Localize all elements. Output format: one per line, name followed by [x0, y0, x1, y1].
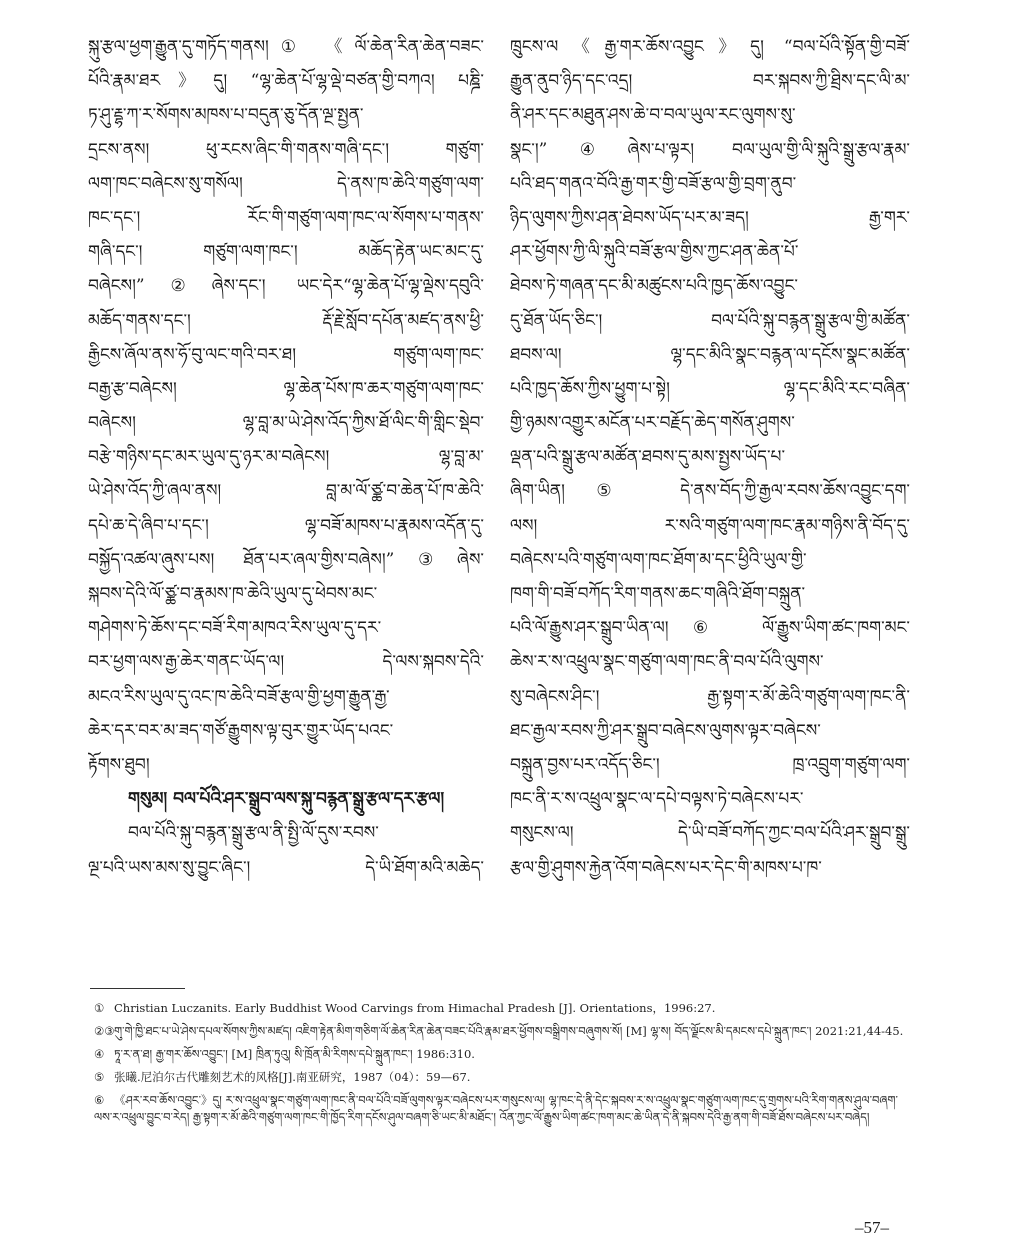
text-line: ཁྲུངས་ལ《རྒྱ་གར་ཆོས་འབྱུང》དུ། “བལ་པོའི་སྟོན་གྱི་བཟོ་	[510, 37, 910, 57]
text-line: ཐེབས་ཏེ་གཞན་དང་མི་མཚུངས་པའི་ཁྱད་ཆོས་འབྱུང་	[510, 276, 798, 297]
text-line: བར་ཕྱག་ལས་རྒྱ་ཆེར་གནང་ཡོད་ལ། དེ་ལས་སྐབས་དེའི་	[88, 652, 484, 673]
footnote	[94, 1092, 914, 1126]
text-line: ལས། ར་སའི་གཙུག་ལག་ཁང་རྣམ་གཉིས་ནི་བོད་དུ་	[510, 515, 910, 536]
text-line: བལ་པོའི་སྐུ་བརྙན་སྒྲུ་རྩལ་ནི་སྤྱི་ལོ་དུས་རབས་	[128, 823, 379, 844]
text-line: ཡེ་ཤེས་འོད་ཀྱི་ཞལ་ནས། བླ་མ་ལོ་ཙྪ་བ་ཆེན་པོ་ཁ་ཆེའི་	[88, 481, 484, 502]
footnote-mark: ①	[94, 1001, 105, 1015]
footnote-mark: ④	[94, 1047, 105, 1061]
footnote-mark: ⑤	[94, 1070, 105, 1084]
footnotes	[94, 1000, 914, 1132]
text-line: ལྡན་པའི་སྒྲུ་རྩལ་མཚོན་ཐབས་དུ་མས་སྤྱས་ཡོད་པ་	[510, 447, 786, 468]
text-line: རྟོགས་ཐུབ།	[88, 754, 150, 775]
text-line: ཆེས་ར་ས་འཕྲུལ་སྣང་གཙུག་ལག་ཁང་ནི་བལ་པོའི་ལུགས་	[510, 652, 824, 673]
footnote-text: 张曦.尼泊尔古代雕刻艺术的风格[J].南亚研究，1987（04）：59—67.	[114, 1070, 471, 1084]
footnote-text: 《ཤར་རབ་ཆོས་འབྱུང་》དུ། ར་ས་འཕྲུལ་སྣང་གཙུག་ལག་ཁང་ནི་བལ་པོའི་བཟོ་ལུགས་ལྟར་བཞེངས་པར་གསུངས་ལ། ལྷ་ཁང་དེ་ནི་དེང་སྐབས་ར་ས་འཕྲུལ་སྣང་གཙུག་ལག་ཁང་དུ་གྲགས་པའི་རིག་གནས་ཤུལ་བཞག་ལས་ར་འཕྲུལ་བྱུང་བ་རེད། རྒྱ་སྟག་ར་མོ་ཆེའི་གཙུག་ལག་ཁང་གི་ཁྱོད་རིག་དངོས་ཤུལ་བཞག་ཅི་ཡང་མི་མཐོང་། འོན་ཀྱང་ལོ་རྒྱུས་ཡིག་ཚང་ཁག་མང་ཆེ་ཡིན་དེ་ནི་སྐབས་དེའི་རྒྱ་ནག་གི་བཟོ་ཐོས་བཞེངས་པར་བཞེད།	[94, 1093, 898, 1124]
text-line: གྱི་ཉམས་འགྱུར་མངོན་པར་བརྗོད་ཆེད་གསོན་ཤུགས་	[510, 413, 795, 434]
text-line: བསྐྲུན་བྱས་པར་འདོད་ཅིང་། ཁྲ་འབྲུག་གཙུག་ལག་	[510, 754, 910, 775]
text-line: ཏ་ཤུ་རྡྷ་ཀ་ར་སོགས་མཁས་པ་བདུན་ཅུ་དོན་ལྔ་སྤྱན་	[88, 105, 364, 126]
page-number: –57–	[855, 1218, 889, 1237]
text-line: པའི་ཐད་གནའ་བོའི་རྒྱ་གར་གྱི་བཟོ་རྩལ་གྱི་བྲག་ནུབ་	[510, 173, 797, 194]
text-line: རྩལ་གྱི་ཤུགས་རྐྱེན་འོག་བཞེངས་པར་དེང་གི་མཁས་པ་ཁ་	[510, 857, 822, 878]
text-line: བཞེངས།”②ཞེས་དང་། ཡང་དེར“ལྷ་ཆེན་པོ་ལྷ་ལྡེས་དབུའི་	[88, 276, 484, 297]
text-line: ཞིག་ཡིན།⑤ དེ་ནས་བོད་ཀྱི་རྒྱལ་རབས་ཆོས་འབྱུང་དག་	[510, 481, 910, 502]
text-line: སྐུ་རྩལ་ཕྱག་རྒྱུན་དུ་གཏོད་གནས།① 《ལོ་ཆེན་རིན་ཆེན་བཟང་	[88, 37, 484, 57]
footnote-rule	[90, 988, 185, 989]
section-heading: གསུམ། བལ་པོའི་ཤར་སྒྲུབ་ལས་སྐུ་བརྙན་སྒྲུ་རྩལ་དར་རྩལ།	[128, 789, 445, 810]
text-line: ཁང་དང་། རོང་གི་གཙུག་ལག་ཁང་ལ་སོགས་པ་གནས་	[88, 207, 484, 228]
text-line: གཤེགས་ཏེ་ཆོས་དང་བཟོ་རིག་མཁའ་རིས་ཡུལ་དུ་དར་	[88, 618, 382, 639]
text-line: བརྒྱ་རྩ་བཞེངས། ལྷ་ཆེན་པོས་ཁ་ཆར་གཙུག་ལག་ཁང་	[88, 378, 484, 399]
text-line: ཐབས་ལ། ལྷ་དང་མིའི་སྣང་བརྙན་ལ་དངོས་སྣང་མཚོན་	[510, 344, 910, 365]
footnote-text: ཏཱ་ར་ན་ཐ། རྒྱ་གར་ཆོས་འབྱུང་། [M] ཁྲིན་ཏུའུ། སི་ཁྲོན་མི་རིགས་དཔེ་སྐྲུན་ཁང་། 1986:310.	[114, 1047, 475, 1061]
text-line: ལྔ་པའི་ཡས་མས་སུ་བྱུང་ཞིང་། དེ་ཡི་ཐོག་མའི་མཆེད་	[88, 857, 484, 878]
left-column	[88, 30, 484, 885]
footnote-mark: ②③	[94, 1024, 115, 1038]
text-line: ལག་ཁང་བཞེངས་སུ་གསོལ། དེ་ནས་ཁ་ཆེའི་གཙུག་ལག་	[88, 173, 484, 194]
text-line: དྲངས་ནས། ཕུ་རངས་ཞིང་གི་གནས་གཞི་དང་། གཙུག་	[88, 139, 484, 160]
text-line: ནི་ཤར་དང་མཐུན་ཤས་ཆེ་བ་བལ་ཡུལ་རང་ལུགས་སུ་	[510, 105, 796, 126]
text-line: ཉིད་ལུགས་ཀྱིས་ཤན་ཐེབས་ཡོད་པར་མ་ཟད། རྒྱ་གར་	[510, 207, 910, 228]
footnote-text: Christian Luczanits. Early Buddhist Wood Carvings from Himachal Pradesh [J]. Orientations，1996:27.	[114, 1001, 716, 1015]
text-line: ཁག་གི་བཟོ་བཀོད་རིག་གནས་ཆང་གཞིའི་ཐོག་བསྐྲུན་	[510, 584, 806, 604]
footnote	[94, 1069, 914, 1086]
text-line: རྒྱུན་ནུབ་ཉིད་དང་འདྲ། བར་སྐབས་ཀྱི་ཐྲིས་དང་ལི་མ་	[510, 71, 910, 92]
footnote-text: གུ་གེ་ཁྱི་ཐང་པ་ཡེ་ཤེས་དཔལ་སོགས་ཀྱིས་མཛད། འཇིག་རྟེན་མིག་གཅིག་ལོ་ཆེན་རིན་ཆེན་བཟང་པོའི་རྣམ་ཐར་ཕྱོགས་བསྒྲིགས་བཞུགས་སོ། [M] ལྷ་ས། བོད་ལྗོངས་མི་དམངས་དཔེ་སྐྲུན་ཁང་། 2021:21,44-45.	[114, 1024, 904, 1038]
text-line: པའི་ཁྱད་ཆོས་ཀྱིས་ཕྱུག་པ་སྟེ། ལྷ་དང་མིའི་རང་བཞིན་	[510, 378, 910, 399]
text-line: པའི་ལོ་རྒྱུས་ཤར་སྒྲུབ་ཡིན་ལ།⑥ ལོ་རྒྱུས་ཡིག་ཚང་ཁག་མང་	[510, 618, 910, 639]
text-line: དུ་ཐོན་ཡོད་ཅིང་། བལ་པོའི་སྐུ་བརྙན་སྒྲུ་རྩལ་གྱི་མཚོན་	[510, 310, 910, 331]
right-column	[510, 30, 910, 885]
footnote	[94, 1046, 914, 1063]
text-line: བསྐྱོད་འཚལ་ཞུས་པས། ཐོན་པར་ཞལ་གྱིས་བཞེས།”③ཞེས་	[88, 549, 484, 570]
text-line: བཞེངས། ལྷ་བླ་མ་ཡེ་ཤེས་འོད་ཀྱིས་ཐོ་ལིང་གི་གླིང་སྡེབ་	[88, 413, 484, 434]
text-line: སུ་བཞེངས་ཤིང་། རྒྱ་སྟག་ར་མོ་ཆེའི་གཙུག་ལག་ཁང་ནི་	[510, 686, 910, 707]
text-line: སྣང་།”④ཞེས་པ་ལྟར། བལ་ཡུལ་གྱི་ལི་སྐུའི་སྒྲུ་རྩལ་རྣམ་	[510, 139, 910, 160]
footnote-mark: ⑥	[94, 1093, 105, 1107]
text-line: པོའི་རྣམ་ཐར》དུ། “ལྷ་ཆེན་པོ་ལྷ་ལྡེ་བཙན་གྱི་བཀའ། པཎྜི་	[88, 71, 484, 92]
text-line: གསུངས་ལ། དེ་ཡི་བཟོ་བཀོད་ཀྱང་བལ་པོའི་ཤར་སྒྲུབ་སྒྲུ་	[510, 823, 910, 844]
text-line: ཆེར་དར་བར་མ་ཟད་གཙོ་རྒྱུགས་ལྟ་བུར་གྱུར་ཡོད་པའང་	[88, 720, 394, 741]
text-line: དཔེ་ཆ་དེ་ཞིབ་པ་དང་། ལྷ་བཟོ་མཁས་པ་རྣམས་འདོན་དུ་	[88, 515, 484, 536]
text-line: བརྩེ་གཉིས་དང་མར་ཡུལ་དུ་ཉར་མ་བཞེངས། ལྷ་བླ་མ་	[88, 447, 484, 468]
text-line: ཤར་ཕྱོགས་ཀྱི་ལི་སྐུའི་བཟོ་རྩལ་གྱིས་ཀྱང་ཤན་ཆེན་པོ་	[510, 242, 799, 263]
text-line: མཆོད་གནས་དང་། རྡོ་རྗེ་སློབ་དཔོན་མཛད་ནས་ཕྱི་	[88, 310, 484, 331]
text-line: ཁང་ནི་ར་ས་འཕྲུལ་སྣང་ལ་དཔེ་བལྟས་ཏེ་བཞེངས་པར་	[510, 789, 804, 810]
text-line: བཞེངས་པའི་གཙུག་ལག་ཁང་ཐོག་མ་དང་ཕྱིའི་ཡུལ་གྱི་	[510, 549, 807, 570]
text-line: སྐབས་དེའི་ལོ་ཙྪ་བ་རྣམས་ཁ་ཆེའི་ཡུལ་དུ་ཕེབས་མང་	[88, 584, 378, 604]
footnote	[94, 1023, 914, 1040]
text-line: གཞི་དང་། གཙུག་ལག་ཁང་། མཆོད་རྟེན་ཡང་མང་དུ་	[88, 242, 484, 263]
text-line: ཐང་རྒྱལ་རབས་ཀྱི་ཤར་སྒྲུབ་བཞེངས་ལུགས་ལྟར་བཞེངས་	[510, 720, 821, 741]
text-line: མངའ་རིས་ཡུལ་དུ་འང་ཁ་ཆེའི་བཟོ་རྩལ་གྱི་ཕྱག་རྒྱུན་རྒྱ་	[88, 686, 390, 707]
footnote	[94, 1000, 914, 1017]
text-line: རྒྱིངས་ཞོལ་ནས་ཧོ་བུ་ལང་གའི་བར་ཐ། གཙུག་ལག་ཁང་	[88, 344, 484, 365]
